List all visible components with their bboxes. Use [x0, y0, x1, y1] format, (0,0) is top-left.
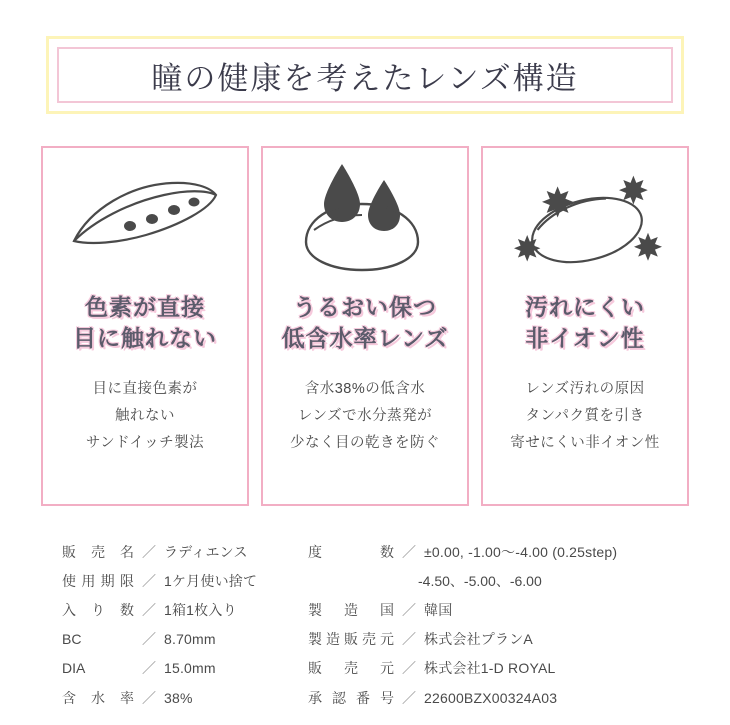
feature-card-nonionic	[481, 146, 689, 506]
page-title: 瞳の健康を考えたレンズ構造	[151, 60, 579, 96]
spec-label: 度数	[308, 544, 394, 560]
spec-separator: ／	[402, 631, 416, 648]
feature-card-body-line: タンパク質を引き	[525, 407, 645, 424]
feature-card-body-line: サンドイッチ製法	[85, 434, 205, 451]
spec-separator: ／	[402, 689, 416, 706]
feature-card-moisture	[261, 146, 469, 506]
header-banner	[46, 36, 684, 114]
spec-row	[62, 684, 300, 713]
product-spec-table	[0, 538, 730, 713]
feature-card-body-line: レンズで水分蒸発が	[297, 407, 433, 424]
spec-value: 1箱1枚入り	[164, 602, 237, 619]
spec-label: 使用期限	[62, 573, 134, 590]
spec-value: ラディエンス	[164, 544, 248, 560]
spec-label: 製造販売元	[308, 631, 394, 648]
lens-repelling-dirt-icon	[483, 148, 687, 288]
feature-card-body-line: 寄せにくい非イオン性	[510, 434, 660, 451]
spec-separator: ／	[402, 544, 416, 560]
lens-cross-section-pigment-icon	[43, 148, 247, 288]
spec-separator: ／	[142, 689, 156, 706]
spec-row	[308, 596, 730, 625]
spec-row	[62, 538, 300, 567]
spec-separator: ／	[142, 660, 156, 677]
spec-value: 1ケ月使い捨て	[164, 573, 258, 590]
spec-value-continuation: -4.50、-5.00、-6.00	[418, 573, 542, 590]
spec-separator: ／	[402, 602, 416, 619]
feature-card-body	[86, 376, 204, 456]
spec-value: 22600BZX00324A03	[424, 689, 558, 706]
feature-card-heading-line2: 低含水率レンズ	[281, 325, 449, 352]
spec-value: 韓国	[424, 602, 453, 619]
spec-row	[308, 538, 730, 567]
spec-row	[62, 654, 300, 683]
spec-label: 入り数	[62, 602, 134, 619]
header-banner-inner	[57, 47, 673, 103]
feature-card-body-line: 触れない	[114, 407, 175, 424]
spec-row	[308, 684, 730, 713]
spec-value: 株式会社プランA	[424, 631, 533, 648]
feature-card-heading-line2: 非イオン性	[525, 325, 645, 352]
spec-row	[308, 654, 730, 683]
spec-value: 15.0mm	[164, 660, 216, 677]
feature-card-body-line: 目に直接色素が	[92, 381, 198, 398]
feature-card-heading	[73, 292, 217, 354]
feature-card-heading-line1: うるおい保つ	[293, 294, 437, 320]
spec-label: 販売元	[308, 660, 394, 677]
spec-label: BC	[62, 631, 82, 648]
spec-label: 販売名	[62, 544, 134, 560]
spec-row	[62, 567, 300, 596]
spec-value: 株式会社1-D ROYAL	[424, 660, 556, 677]
spec-value: ±0.00, -1.00〜-4.00 (0.25step)	[424, 544, 618, 560]
feature-card-body	[290, 376, 440, 456]
spec-column-left	[0, 538, 300, 713]
feature-card-body-line: 少なく目の乾きを防ぐ	[290, 434, 440, 451]
feature-card-body-line: レンズ汚れの原因	[525, 381, 645, 398]
spec-label: 製造国	[308, 602, 394, 619]
spec-label: DIA	[62, 660, 86, 677]
spec-value: 38%	[164, 689, 193, 706]
feature-card-heading	[282, 292, 449, 354]
spec-label: 含水率	[62, 689, 134, 706]
spec-row	[308, 625, 730, 654]
spec-separator: ／	[142, 573, 156, 590]
spec-row	[62, 596, 300, 625]
spec-separator: ／	[142, 544, 156, 560]
feature-card-pigment	[41, 146, 249, 506]
spec-separator: ／	[142, 602, 156, 619]
feature-card-list	[41, 146, 689, 506]
feature-card-heading-line2: 目に触れない	[73, 325, 217, 352]
feature-card-body	[510, 376, 660, 456]
spec-column-right	[300, 538, 730, 713]
feature-card-heading-line1: 色素が直接	[85, 294, 205, 320]
spec-separator: ／	[142, 631, 156, 648]
spec-separator: ／	[402, 660, 416, 677]
feature-card-body-line: 含水38%の低含水	[304, 381, 426, 398]
feature-card-heading	[525, 292, 645, 354]
spec-row	[62, 625, 300, 654]
spec-value: 8.70mm	[164, 631, 216, 648]
feature-card-heading-line1: 汚れにくい	[525, 294, 645, 320]
spec-label: 承認番号	[308, 689, 394, 706]
water-drop-lens-icon	[263, 148, 467, 288]
